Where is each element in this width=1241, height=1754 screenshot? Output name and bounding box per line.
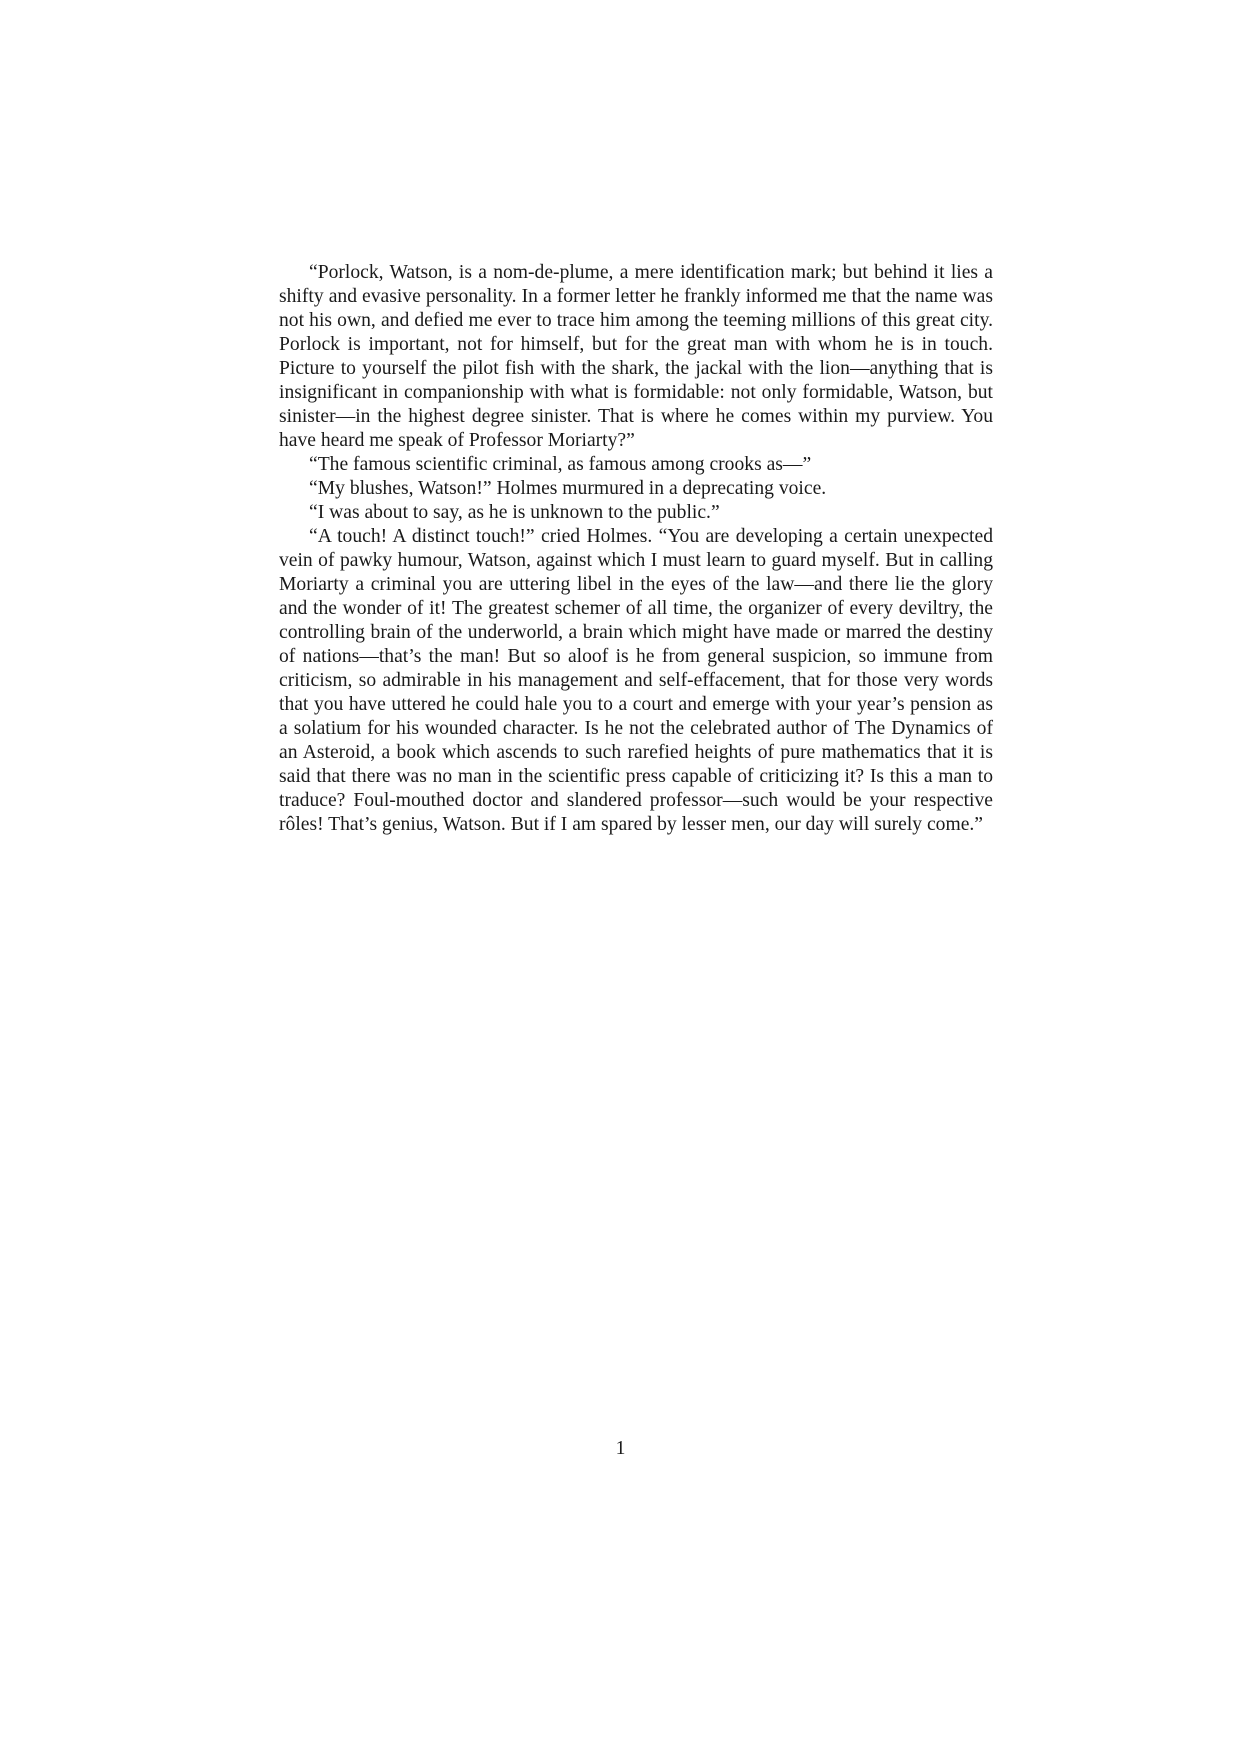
paragraph-a-touch: “A touch! A distinct touch!” cried Holmes. “You are developing a certain unexpected vein of pawky humour, Watson, against which I must learn to guard myself. But in calling Moriarty a criminal you are uttering libel in the eyes of the law—and there lie the glory and the wonder of it! The greatest schemer of all time, the organizer of every deviltry, the controlling brain of the underworld, a brain which might have made or marred the destiny of nations—that’s the man! But so aloof is he from general suspicion, so immune from criticism, so admirable in his management and self-effacement, that for those very words that you have uttered he could hale you to a court and emerge with your year’s pension as a solatium for his wounded character. Is he not the celebrated author of The Dynamics of an Asteroid, a book which ascends to such rarefied heights of pure mathematics that it is said that there was no man in the scientific press capable of criticizing it? Is this a man to traduce? Foul-mouthed doctor and slandered professor—such would be your respective rôles! That’s genius, Watson. But if I am spared by lesser men, our day will surely come.” <box>279 526 993 835</box>
paragraph-unknown-to-public: “I was about to say, as he is unknown to the public.” <box>309 502 720 523</box>
paragraph-porlock: “Porlock, Watson, is a nom-de-plume, a mere identification mark; but behind it lies a shifty and evasive personality. In a former letter he frankly informed me that the name was not his own, and defied me ever to trace him among the teeming millions of this great city. Porlock is important, not for himself, but for the great man with whom he is in touch. Picture to yourself the pilot fish with the shark, the jackal with the lion—anything that is insignificant in companionship with what is formidable: not only formidable, Watson, but sinister—in the highest degree sinister. That is where he comes within my purview. You have heard me speak of Professor Moriarty?” <box>279 262 993 451</box>
page-number: 1 <box>615 1438 626 1459</box>
paragraph-famous-criminal: “The famous scientific criminal, as famous among crooks as—” <box>309 454 812 475</box>
paragraph-my-blushes: “My blushes, Watson!” Holmes murmured in a deprecating voice. <box>309 478 827 499</box>
body-text <box>279 261 993 837</box>
